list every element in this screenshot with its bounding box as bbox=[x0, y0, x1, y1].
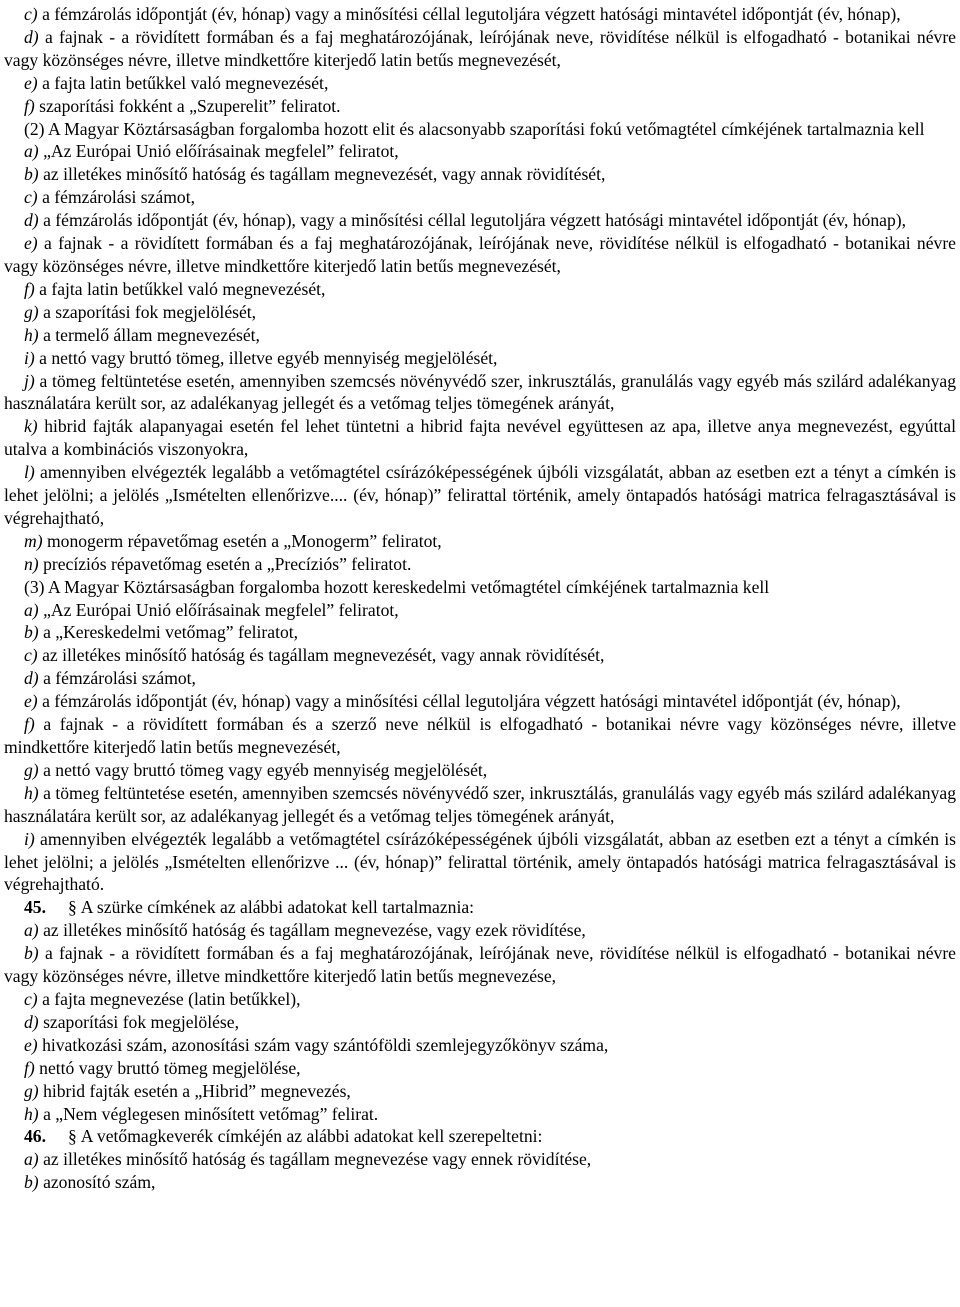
item-letter: d) bbox=[24, 210, 39, 231]
paragraph-text: (2) A Magyar Köztársaságban forgalomba hozott elit és alacsonyabb szaporítási fokú vetőmagtétel címkéjének tartalmaznia kell bbox=[24, 118, 925, 139]
item-letter: a) bbox=[24, 599, 39, 620]
list-item bbox=[4, 1034, 956, 1057]
item-letter: e) bbox=[24, 1034, 38, 1055]
paragraph-text: a fémzárolási számot, bbox=[42, 187, 195, 208]
item-letter: g) bbox=[24, 1080, 39, 1101]
item-letter: h) bbox=[24, 324, 39, 345]
list-item bbox=[4, 415, 956, 461]
item-letter: e) bbox=[24, 233, 38, 254]
list-item bbox=[4, 621, 956, 644]
paragraph-text: a fajta latin betűkkel való megnevezését, bbox=[42, 72, 329, 93]
item-letter: c) bbox=[24, 4, 38, 24]
paragraph-text: a fémzárolás időpontját (év, hónap) vagy a minősítési céllal legutoljára végzett hatósági mintavétel időpontját (év, hónap), bbox=[42, 691, 901, 712]
paragraph-text: precíziós répavetőmag esetén a „Precíziós” feliratot. bbox=[43, 553, 412, 574]
paragraph-text: a tömeg feltüntetése esetén, amennyiben szemcsés növényvédő szer, inkrusztálás, granulálás vagy egyéb más szilárd adalékanyag használatára került sor, az adalékanyag jellegét és a vetőmag teljes tömegének arányát, bbox=[4, 782, 956, 826]
paragraph-text: monogerm répavetőmag esetén a „Monogerm” feliratot, bbox=[46, 530, 442, 551]
paragraph bbox=[4, 118, 956, 141]
item-letter: c) bbox=[24, 988, 38, 1009]
paragraph-text: azonosító szám, bbox=[43, 1172, 156, 1193]
paragraph-text: a „Kereskedelmi vetőmag” feliratot, bbox=[43, 622, 299, 643]
paragraph-text: „Az Európai Unió előírásainak megfelel” feliratot, bbox=[43, 599, 399, 620]
section-number: 46. bbox=[24, 1126, 46, 1147]
list-item bbox=[4, 1171, 956, 1194]
item-letter: n) bbox=[24, 553, 39, 574]
list-item bbox=[4, 1103, 956, 1126]
paragraph-text: a fajnak - a rövidített formában és a faj meghatározójának, leírójának neve, rövidítése nélkül is elfogadható - botanikai névre vagy közönséges névre, illetve mindkettőre kiterjedő latin betűs megnevezése, bbox=[4, 943, 956, 987]
item-letter: l) bbox=[24, 462, 35, 483]
item-letter: e) bbox=[24, 72, 38, 93]
paragraph-text: az illetékes minősítő hatóság és tagállam megnevezését, vagy annak rövidítését, bbox=[43, 164, 606, 185]
list-item bbox=[4, 301, 956, 324]
paragraph-text: hivatkozási szám, azonosítási szám vagy szántóföldi szemlejegyzőkönyv száma, bbox=[42, 1034, 609, 1055]
paragraph-text: hibrid fajták esetén a „Hibrid” megnevezés, bbox=[43, 1080, 351, 1101]
paragraph-text: nettó vagy bruttó tömeg megjelölése, bbox=[39, 1057, 301, 1078]
list-item bbox=[4, 186, 956, 209]
item-letter: k) bbox=[24, 416, 38, 437]
item-letter: a) bbox=[24, 920, 39, 941]
item-letter: m) bbox=[24, 530, 43, 551]
paragraph-text: amennyiben elvégezték legalább a vetőmagtétel csírázóképességének újbóli vizsgálatát, abban az esetben ezt a tényt a címkén is lehet jelölni; a jelölés „Ismételten ellenőrizve ... (év, hónap)” felirattal történik, amely öntapadós hatósági matrica felragasztásával is végrehajtható. bbox=[4, 828, 957, 895]
paragraph-text: a fajta megnevezése (latin betűkkel), bbox=[42, 988, 301, 1009]
list-item bbox=[4, 461, 956, 530]
list-item bbox=[4, 759, 956, 782]
list-item bbox=[4, 828, 956, 897]
list-item bbox=[4, 72, 956, 95]
paragraph-text: szaporítási fokként a „Szuperelit” feliratot. bbox=[39, 95, 341, 116]
paragraph-text: a fémzárolás időpontját (év, hónap) vagy a minősítési céllal legutoljára végzett hatósági mintavétel időpontját (év, hónap), bbox=[42, 4, 901, 24]
paragraph-text: (3) A Magyar Köztársaságban forgalomba hozott kereskedelmi vetőmagtétel címkéjének tartalmaznia kell bbox=[24, 576, 770, 597]
paragraph-text: a fémzárolási számot, bbox=[43, 668, 196, 689]
list-item bbox=[4, 644, 956, 667]
section-mark: § bbox=[68, 897, 77, 918]
paragraph-text: szaporítási fok megjelölése, bbox=[43, 1011, 239, 1032]
list-item bbox=[4, 553, 956, 576]
paragraph-text: a nettó vagy bruttó tömeg, illetve egyéb mennyiség megjelölését, bbox=[39, 347, 498, 368]
item-letter: c) bbox=[24, 645, 38, 666]
list-item bbox=[4, 209, 956, 232]
list-item bbox=[4, 782, 956, 828]
item-letter: j) bbox=[24, 370, 35, 391]
paragraph-text: a szaporítási fok megjelölését, bbox=[43, 301, 257, 322]
list-item bbox=[4, 1057, 956, 1080]
list-item bbox=[4, 1011, 956, 1034]
item-letter: a) bbox=[24, 141, 39, 162]
paragraph-text: a fémzárolás időpontját (év, hónap), vagy a minősítési céllal legutoljára végzett hatósági mintavétel időpontját (év, hónap), bbox=[43, 210, 907, 231]
item-letter: a) bbox=[24, 1149, 39, 1170]
list-item bbox=[4, 988, 956, 1011]
paragraph-text: „Az Európai Unió előírásainak megfelel” feliratot, bbox=[43, 141, 399, 162]
paragraph-text: a fajnak - a rövidített formában és a faj meghatározójának, leírójának neve, rövidítése nélkül is elfogadható - botanikai névre vagy közönséges névre, illetve mindkettőre kiterjedő latin betűs megnevezését, bbox=[4, 26, 956, 70]
item-letter: c) bbox=[24, 187, 38, 208]
paragraph-text: a fajnak - a rövidített formában és a szerző neve nélkül is elfogadható - botanikai névre vagy közönséges névre, illetve mindkettőre kiterjedő latin betűs megnevezését, bbox=[4, 714, 956, 757]
item-letter: d) bbox=[24, 1011, 39, 1032]
item-letter: f) bbox=[24, 1057, 35, 1078]
item-letter: i) bbox=[24, 828, 35, 849]
paragraph-text: a fajta latin betűkkel való megnevezését, bbox=[39, 278, 326, 299]
section-paragraph bbox=[4, 896, 956, 919]
paragraph-text: a tömeg feltüntetése esetén, amennyiben szemcsés növényvédő szer, inkrusztálás, granulálás vagy egyéb más szilárd adalékanyag használatára került sor, az adalékanyag jellegét és a vetőmag teljes tömegének arányát, bbox=[4, 370, 956, 414]
item-letter: h) bbox=[24, 782, 39, 803]
section-paragraph bbox=[4, 1125, 956, 1148]
paragraph-text: hibrid fajták alapanyagai esetén fel lehet tüntetni a hibrid fajta nevével együttesen az apa, illetve anya megnevezést, egyúttal utalva a kombinációs viszonyokra, bbox=[4, 416, 956, 460]
paragraph-text: az illetékes minősítő hatóság és tagállam megnevezése, vagy ezek rövidítése, bbox=[43, 920, 586, 941]
item-letter: b) bbox=[24, 164, 39, 185]
item-letter: h) bbox=[24, 1103, 39, 1124]
paragraph-text: a fajnak - a rövidített formában és a faj meghatározójának, leírójának neve, rövidítése nélkül is elfogadható - botanikai névre vagy közönséges névre, illetve mindkettőre kiterjedő latin betűs megnevezését, bbox=[4, 233, 956, 276]
item-letter: i) bbox=[24, 347, 35, 368]
item-letter: g) bbox=[24, 301, 39, 322]
list-item bbox=[4, 370, 956, 416]
list-item bbox=[4, 919, 956, 942]
list-item bbox=[4, 3, 956, 26]
paragraph-text: az illetékes minősítő hatóság és tagállam megnevezése vagy ennek rövidítése, bbox=[43, 1149, 592, 1170]
list-item bbox=[4, 530, 956, 553]
paragraph bbox=[4, 576, 956, 599]
list-item bbox=[4, 26, 956, 72]
item-letter: b) bbox=[24, 622, 39, 643]
paragraph-text: amennyiben elvégezték legalább a vetőmagtétel csírázóképességének újbóli vizsgálatát, abban az esetben ezt a tényt a címkén is lehet jelölni; a jelölés „Ismételten ellenőrizve.... (év, hónap)” felirattal történik, amely öntapadós hatósági matrica felragasztásával is végrehajtható, bbox=[4, 462, 957, 528]
list-item bbox=[4, 1080, 956, 1103]
item-letter: d) bbox=[24, 668, 39, 689]
list-item bbox=[4, 942, 956, 988]
item-letter: f) bbox=[24, 278, 35, 299]
item-letter: g) bbox=[24, 759, 39, 780]
item-letter: f) bbox=[24, 95, 35, 116]
item-letter: e) bbox=[24, 691, 38, 712]
list-item bbox=[4, 95, 956, 118]
paragraph-text: a termelő állam megnevezését, bbox=[43, 324, 260, 345]
list-item bbox=[4, 347, 956, 370]
list-item bbox=[4, 140, 956, 163]
paragraph-text: az illetékes minősítő hatóság és tagállam megnevezését, vagy annak rövidítését, bbox=[42, 645, 605, 666]
paragraph-text: A szürke címkének az alábbi adatokat kell tartalmaznia: bbox=[80, 897, 475, 918]
list-item bbox=[4, 232, 956, 278]
paragraph-text: a „Nem véglegesen minősített vetőmag” felirat. bbox=[43, 1103, 379, 1124]
list-item bbox=[4, 1148, 956, 1171]
item-letter: d) bbox=[24, 26, 39, 47]
list-item bbox=[4, 324, 956, 347]
list-item bbox=[4, 713, 956, 759]
list-item bbox=[4, 163, 956, 186]
paragraph-text: A vetőmagkeverék címkéjén az alábbi adatokat kell szerepeltetni: bbox=[80, 1126, 543, 1147]
list-item bbox=[4, 599, 956, 622]
section-mark: § bbox=[68, 1126, 77, 1147]
paragraph-text: a nettó vagy bruttó tömeg vagy egyéb mennyiség megjelölését, bbox=[43, 759, 488, 780]
item-letter: b) bbox=[24, 1172, 39, 1193]
item-letter: f) bbox=[24, 714, 35, 735]
list-item bbox=[4, 690, 956, 713]
list-item bbox=[4, 667, 956, 690]
item-letter: b) bbox=[24, 943, 39, 964]
section-number: 45. bbox=[24, 897, 46, 918]
list-item bbox=[4, 278, 956, 301]
